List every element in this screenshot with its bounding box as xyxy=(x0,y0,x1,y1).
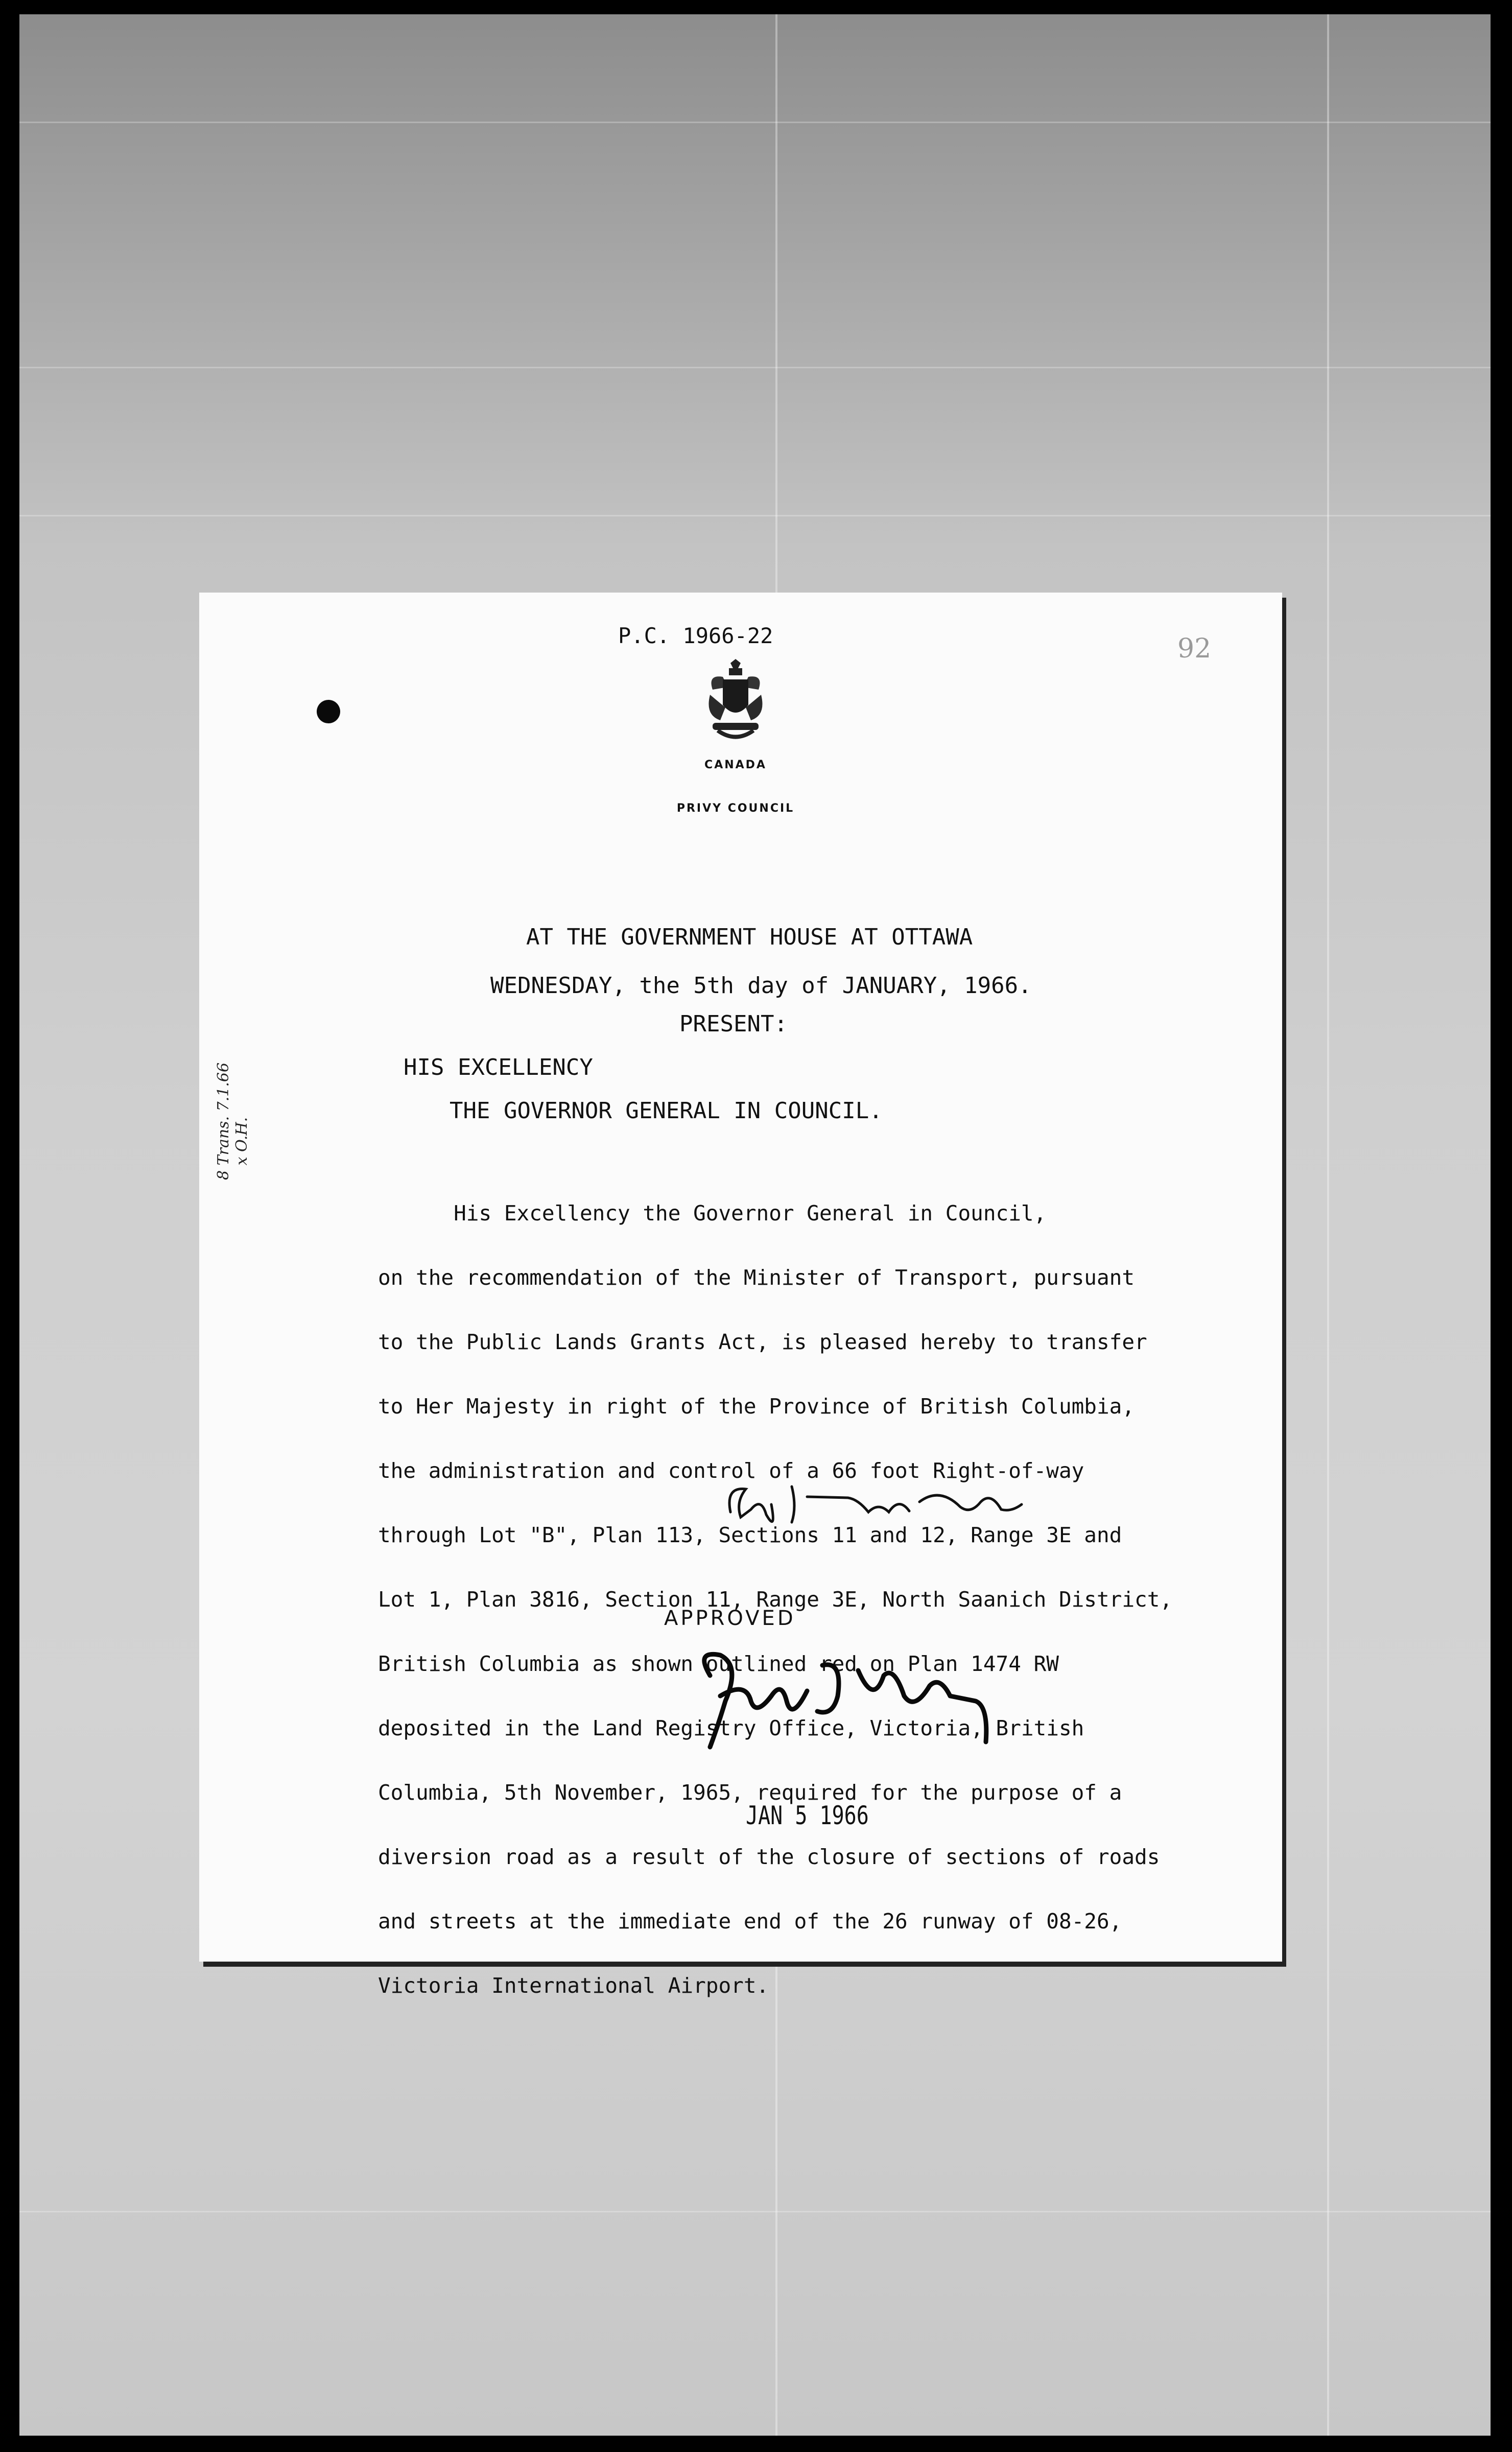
body-line: British Columbia as shown outlined red on Plan 1474 RW xyxy=(378,1652,1059,1676)
body-line: through Lot "B", Plan 113, Sections 11 and 12, Range 3E and xyxy=(378,1523,1122,1547)
office-label: PRIVY COUNCIL xyxy=(676,802,795,815)
film-scratch-line xyxy=(19,122,1491,123)
order-body xyxy=(378,1160,1172,2039)
body-line: Victoria International Airport. xyxy=(378,1973,769,1998)
date-line: WEDNESDAY, the 5th day of JANUARY, 1966. xyxy=(490,973,1032,999)
body-line: to Her Majesty in right of the Province of British Columbia, xyxy=(378,1394,1135,1419)
document-page xyxy=(199,593,1282,1998)
governor-general-signature xyxy=(690,1645,1006,1757)
pc-number: P.C. 1966-22 xyxy=(618,623,773,648)
body-line: to the Public Lands Grants Act, is pleased hereby to transfer xyxy=(378,1330,1147,1354)
body-line: deposited in the Land Registry Office, Victoria, British xyxy=(378,1716,1084,1740)
location-line: AT THE GOVERNMENT HOUSE AT OTTAWA xyxy=(526,924,973,950)
body-line: diversion road as a result of the closure of sections of roads xyxy=(378,1845,1160,1869)
margin-handwritten-note: 8 Trans. 7.1.66 x O.H. xyxy=(215,1062,251,1180)
page-number: 92 xyxy=(1177,633,1212,664)
body-line: on the recommendation of the Minister of Transport, pursuant xyxy=(378,1265,1135,1290)
film-scratch-line xyxy=(19,2211,1491,2212)
film-scratch-line xyxy=(19,515,1491,516)
punch-hole xyxy=(317,700,340,723)
crest-label: CANADA xyxy=(704,759,767,771)
body-line: the administration and control of a 66 foot Right-of-way xyxy=(378,1458,1084,1483)
coat-of-arms-icon xyxy=(702,659,769,746)
body-line: Columbia, 5th November, 1965, required for the purpose of a xyxy=(378,1780,1122,1805)
his-excellency: HIS EXCELLENCY xyxy=(404,1054,593,1080)
governor-general-line: THE GOVERNOR GENERAL IN COUNCIL. xyxy=(450,1098,883,1124)
approval-date-stamp: JAN 5 1966 xyxy=(746,1801,869,1830)
clerk-signature xyxy=(715,1466,1042,1538)
film-scratch-line xyxy=(1327,14,1329,2436)
body-line: Lot 1, Plan 3816, Section 11, Range 3E, North Saanich District, xyxy=(378,1587,1173,1612)
body-line: His Excellency the Governor General in Council, xyxy=(378,1201,1047,1225)
approved-label: APPROVED xyxy=(664,1607,796,1630)
film-scratch-line xyxy=(19,367,1491,368)
body-line: and streets at the immediate end of the 26 runway of 08-26, xyxy=(378,1909,1122,1934)
present-label: PRESENT: xyxy=(679,1011,788,1037)
